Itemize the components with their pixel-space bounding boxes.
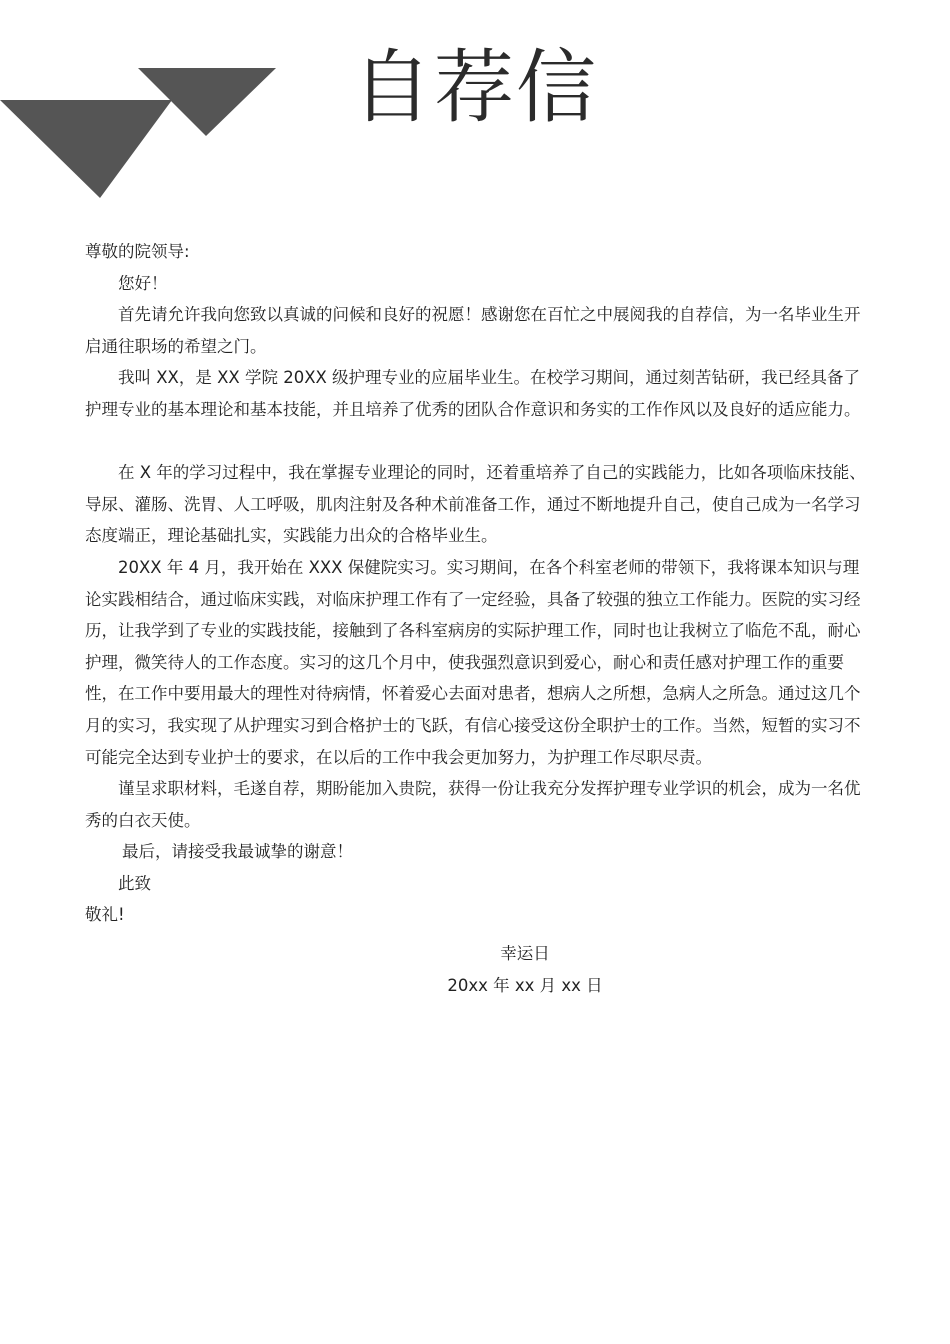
blank-line (85, 426, 875, 458)
greeting: 您好！ (118, 273, 168, 293)
letter-body (85, 236, 875, 931)
paragraph-internship: 20XX 年 4 月，我开始在 XXX 保健院实习。实习期间，在各个科室老师的带领下，我将课本知识与理论实践相结合，通过临床实践，对临床护理工作有了一定经验，具备了较强的独立工作能力。医院的实习经历，让我学到了专业的实践技能，接触到了各科室病房的实际护理工作，同时也让我树立了临危不乱，耐心护理，微笑待人的工作态度。实习的这几个月中，使我强烈意识到爱心，耐心和责任感对护理工作的重要性，在工作中要用最大的理性对待病情，怀着爱心去面对患者，想病人之所想，急病人之所急。通过这几个月的实习，我实现了从护理实习到合格护士的飞跃，有信心接受这份全职护士的工作。当然，短暂的实习不可能完全达到专业护士的要求，在以后的工作中我会更加努力，为护理工作尽职尽责。 (85, 557, 861, 767)
paragraph-intro: 首先请允许我向您致以真诚的问候和良好的祝愿！感谢您在百忙之中展阅我的自荐信，为一名毕业生开启通往职场的希望之门。 (85, 305, 861, 356)
salutation: 尊敬的院领导: (85, 242, 190, 261)
paragraph-skills: 在 X 年的学习过程中，我在掌握专业理论的同时，还着重培养了自己的实践能力，比如各项临床技能、导尿、灌肠、洗胃、人工呼吸，肌肉注射及各种术前准备工作，通过不断地提升自己，使自己成为一名学习态度端正，理论基础扎实，实践能力出众的合格毕业生。 (85, 463, 866, 546)
paragraph-background: 我叫 XX，是 XX 学院 20XX 级护理专业的应届毕业生。在校学习期间，通过刻苦钻研，我已经具备了护理专业的基本理论和基本技能，并且培养了优秀的团队合作意识和务实的工作作风以及良好的适应能力。 (85, 368, 861, 419)
page-title: 自荐信 (352, 41, 598, 134)
closing-salute: 敬礼! (85, 905, 125, 925)
signature-name: 幸运日 (500, 944, 550, 963)
closing-regards: 此致 (118, 873, 151, 893)
signature-date: 20xx 年 xx 月 xx 日 (447, 976, 603, 995)
closing-thanks: 最后，请接受我最诚挚的谢意！ (122, 842, 353, 862)
paragraph-request: 谨呈求职材料，毛遂自荐，期盼能加入贵院，获得一份让我充分发挥护理专业学识的机会，成为一名优秀的白衣天使。 (85, 779, 861, 830)
